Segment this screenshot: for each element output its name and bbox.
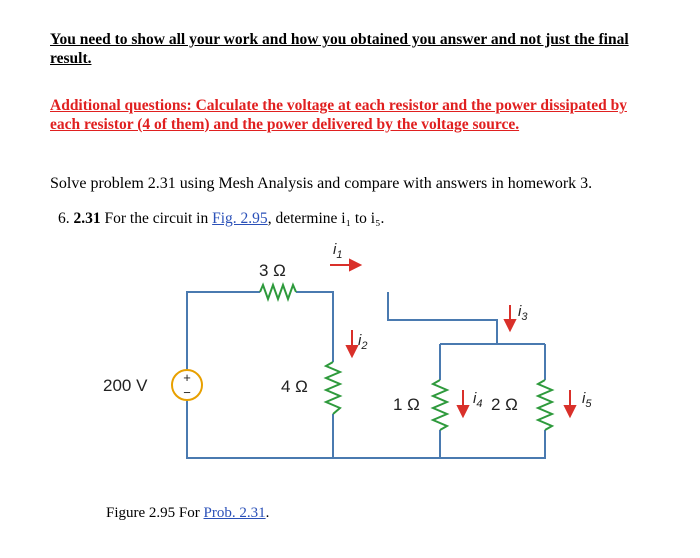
caption-end: . — [265, 505, 270, 521]
figure-caption — [106, 505, 269, 522]
r4-label: 2 Ω — [491, 395, 518, 414]
r2-label: 4 Ω — [281, 377, 308, 396]
r1-label: 3 Ω — [259, 261, 286, 280]
current-arrows — [330, 260, 575, 416]
i3-label: $i_3$ — [518, 303, 528, 323]
problem-text: For the circuit in — [104, 210, 209, 227]
resistor-2ohm — [538, 380, 552, 430]
resistor-4ohm — [326, 362, 340, 414]
figure-link[interactable]: Fig. 2.95 — [212, 210, 268, 227]
problem-id: 2.31 — [73, 210, 101, 227]
resistor-1ohm — [433, 380, 447, 430]
circuit-wires — [187, 292, 545, 458]
instructions-text: You need to show all your work and how you obtained you answer and not just the final result. — [50, 31, 629, 67]
additional-questions-text: Additional questions: Calculate the voltage at each resistor and the power dissipated by each resistor (4 of them) and the power delivered by the voltage source. — [50, 97, 627, 133]
r3-label: 1 Ω — [393, 395, 420, 414]
source-label: 200 V — [103, 376, 148, 395]
caption-link[interactable]: Prob. 2.31 — [203, 505, 266, 521]
source-plus-sign: + — [183, 370, 191, 385]
i1-label: $i_1$ — [333, 241, 343, 261]
i2-label: $i_2$ — [358, 332, 368, 352]
problem-number: 6. — [58, 210, 70, 227]
caption-text: Figure 2.95 For — [106, 505, 200, 521]
i5-label: $i_5$ — [582, 390, 592, 410]
resistor-3ohm — [260, 285, 296, 299]
i4-label: $i_4$ — [473, 390, 483, 410]
source-minus-sign: − — [183, 385, 191, 400]
solve-instruction: Solve problem 2.31 using Mesh Analysis and compare with answers in homework 3. — [50, 175, 593, 192]
problem-text-end: , determine i₁ to i₅. — [267, 210, 385, 227]
